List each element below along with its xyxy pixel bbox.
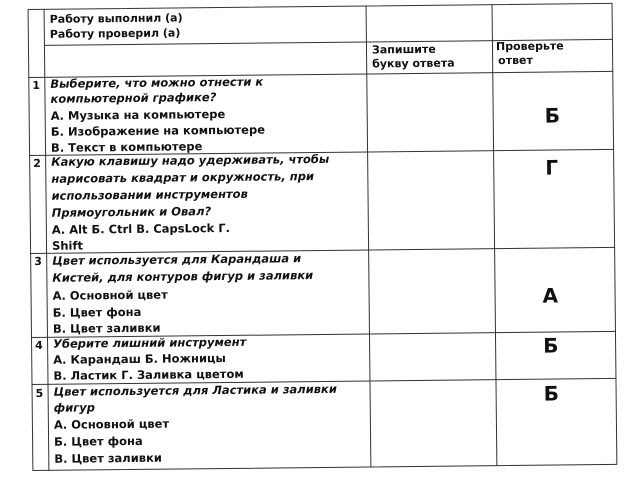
answer-option: В. Текст в компьютере: [50, 139, 203, 155]
question-number: 4: [35, 338, 43, 352]
question-number: 5: [35, 386, 44, 400]
answer-option: А. Alt Б. Ctrl В. CapsLock Г.: [51, 220, 231, 237]
question-text: компьютерной графике?: [50, 90, 217, 106]
answer-option: А. Карандаш Б. Ножницы: [53, 350, 226, 367]
question-text: Кистей, для контуров фигур и заливки: [52, 268, 314, 285]
answer-option: В. Ластик Г. Заливка цветом: [53, 366, 244, 383]
correct-answer: Б: [544, 103, 561, 128]
answer-option: Б. Изображение на компьютере: [50, 122, 266, 139]
correct-answer: Б: [542, 333, 559, 358]
question-text: Уберите лишний инструмент: [52, 334, 247, 351]
question-number: 3: [34, 254, 42, 268]
answer-option: Б. Цвет фона: [54, 433, 143, 449]
done-by-label: Работу выполнил (а): [49, 11, 183, 26]
question-number: 1: [32, 78, 41, 93]
correct-answer: Г: [545, 155, 559, 180]
question-text: фигур: [53, 400, 96, 415]
answer-option: В. Цвет заливки: [52, 320, 161, 336]
question-text: Прямоугольник и Овал?: [51, 204, 212, 220]
check-answer-header-2: ответ: [498, 53, 533, 68]
question-text: нарисовать квадрат и окружность, при: [51, 169, 315, 186]
write-answer-header: Запишите: [371, 42, 436, 57]
check-answer-header: Проверьте: [495, 39, 564, 54]
correct-answer: А: [542, 283, 559, 308]
question-text: Выберите, что можно отнести к: [50, 74, 264, 91]
answer-option: А. Музыка на компьютере: [50, 106, 226, 123]
question-text: использовании инструментов: [51, 186, 248, 203]
checked-by-label: Работу проверил (а): [49, 26, 181, 41]
answer-option: В. Цвет заливки: [54, 450, 162, 466]
answer-option: А. Основной цвет: [53, 416, 170, 432]
question-text: Цвет используется для Карандаша и: [52, 251, 302, 268]
write-answer-header-2: букву ответа: [372, 56, 455, 71]
answer-option: А. Основной цвет: [52, 287, 168, 303]
question-number: 2: [33, 156, 41, 170]
question-text: Цвет используется для Ластика и заливки: [53, 381, 337, 399]
correct-answer: Б: [543, 381, 559, 406]
answer-option: Б. Цвет фона: [52, 304, 142, 320]
answer-option: Shift: [51, 238, 84, 253]
question-text: Какую клавишу надо удерживать, чтобы: [51, 151, 330, 169]
